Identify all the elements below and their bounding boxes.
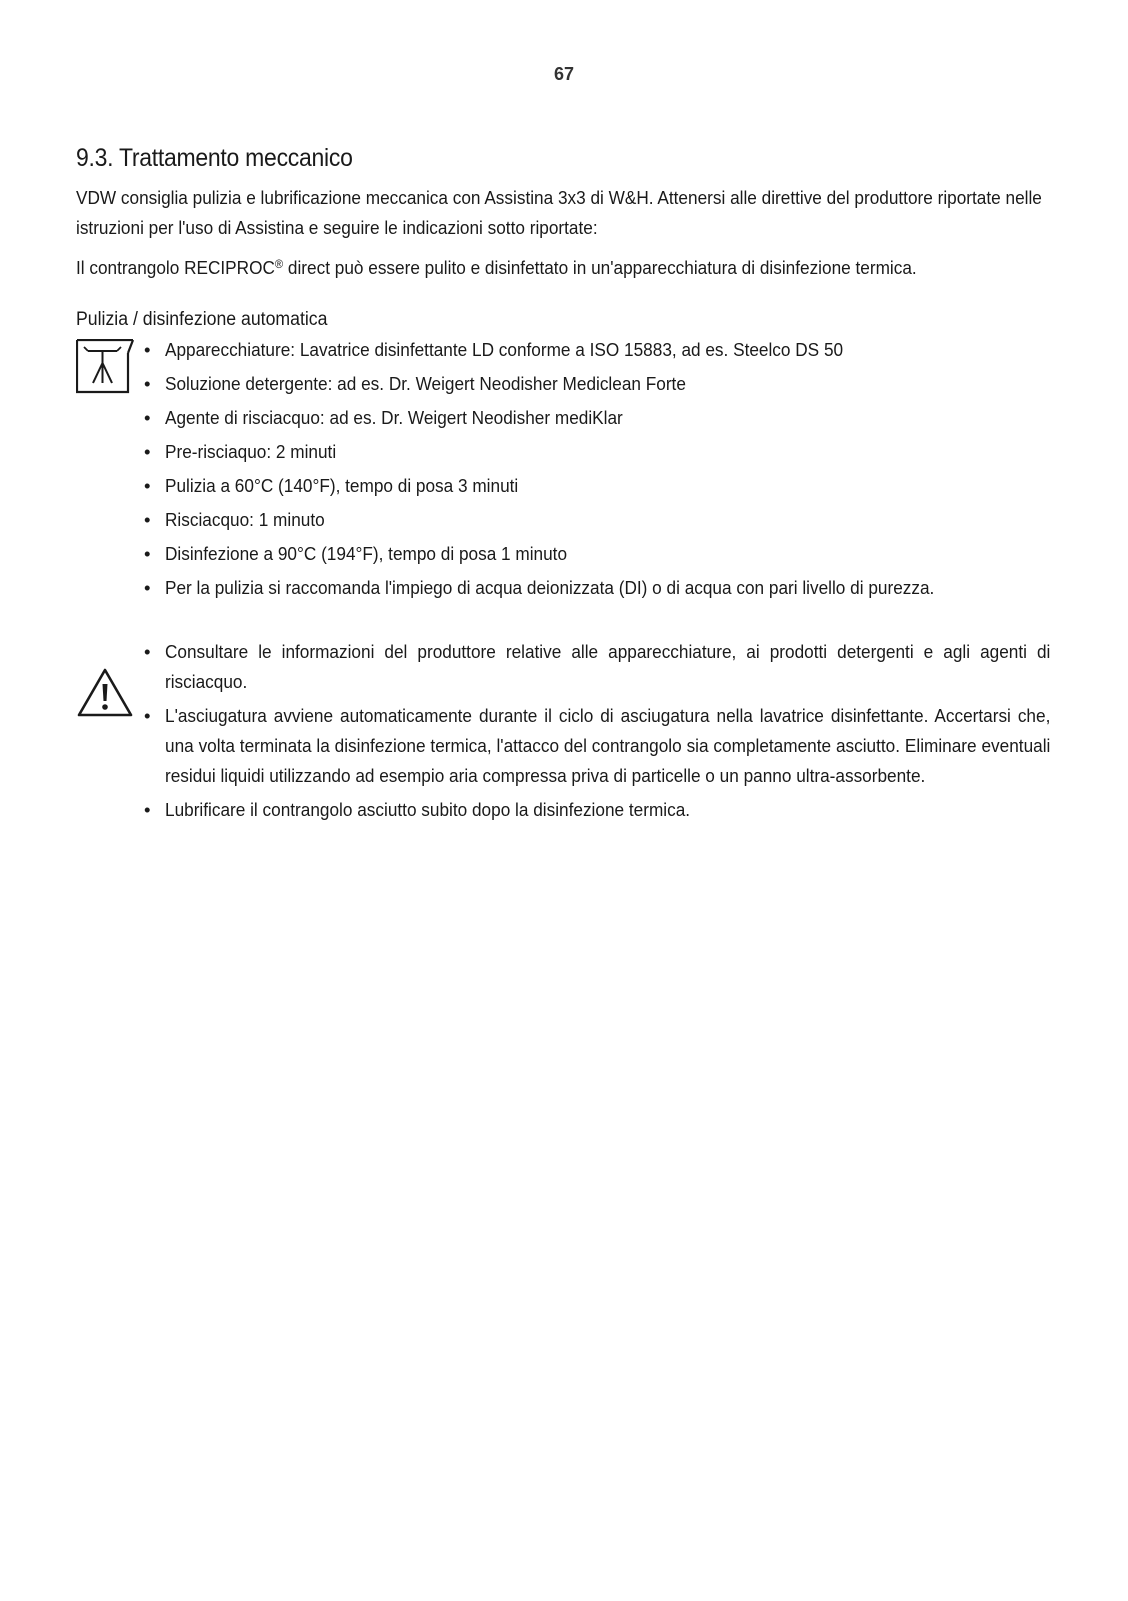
list-item: • L'asciugatura avviene automaticamente durante il ciclo di asciugatura nella lavatrice disinfettante. Accertarsi che, una volta terminata la disinfezione termica, l'attacco del contrangolo sia completamente asciutto. Eliminare eventuali residui liquidi utilizzando ad esempio aria compressa priva di particelle o un panno ultra-assorbente. xyxy=(144,701,1051,791)
list-item: • Agente di risciacquo: ad es. Dr. Weigert Neodisher mediKlar xyxy=(144,403,1051,433)
bullet-icon: • xyxy=(144,543,151,564)
thermal-disinfection-paragraph xyxy=(76,249,1051,283)
page-number: 67 xyxy=(553,64,575,84)
intro-paragraph: VDW consiglia pulizia e lubrificazione meccanica con Assistina 3x3 di W&H. Attenersi alle direttive del produttore riportate nelle istruzioni per l'uso di Assistina e seguire le indicazioni sotto riportate: xyxy=(76,187,1042,238)
list-item: • Consultare le informazioni del produttore relative alle apparecchiature, ai prodotti detergenti e agli agenti di risciacquo. xyxy=(144,637,1051,697)
bullet-icon: • xyxy=(144,509,151,530)
warnings-list xyxy=(76,637,1051,825)
bullet-icon: • xyxy=(144,641,151,662)
main-content xyxy=(76,144,1051,829)
bullet-icon: • xyxy=(144,475,151,496)
list-item: • Per la pulizia si raccomanda l'impiego di acqua deionizzata (DI) o di acqua con pari livello di purezza. xyxy=(144,573,1051,603)
automatic-cleaning-heading: Pulizia / disinfezione automatica xyxy=(76,309,328,330)
list-item: • Disinfezione a 90°C (194°F), tempo di posa 1 minuto xyxy=(144,539,1051,569)
bullet-icon: • xyxy=(144,705,151,726)
bullet-icon: • xyxy=(144,407,151,428)
list-item: • Soluzione detergente: ad es. Dr. Weigert Neodisher Mediclean Forte xyxy=(144,369,1051,399)
bullet-icon: • xyxy=(144,373,151,394)
list-item: • Apparecchiature: Lavatrice disinfettante LD conforme a ISO 15883, ad es. Steelco DS 50 xyxy=(144,335,1051,365)
warnings-block xyxy=(76,637,1051,825)
list-item: • Pulizia a 60°C (140°F), tempo di posa 3 minuti xyxy=(144,471,1051,501)
registered-mark: ® xyxy=(274,257,284,271)
automatic-cleaning-block xyxy=(76,335,1051,603)
reciproc-prefix: Il contrangolo RECIPROC xyxy=(76,257,275,278)
list-item: • Lubrificare il contrangolo asciutto subito dopo la disinfezione termica. xyxy=(144,795,1051,825)
list-item: • Pre-risciaquo: 2 minuti xyxy=(144,437,1051,467)
section-title: 9.3. Trattamento meccanico xyxy=(76,144,353,172)
bullet-icon: • xyxy=(144,339,151,360)
warning-triangle-icon xyxy=(76,667,134,719)
list-item: • Risciacquo: 1 minuto xyxy=(144,505,1051,535)
bullet-icon: • xyxy=(144,577,151,598)
reciproc-suffix: direct può essere pulito e disinfettato in un'apparecchiatura di disinfezione termica. xyxy=(283,257,917,278)
washer-disinfector-icon xyxy=(76,339,134,395)
bullet-icon: • xyxy=(144,441,151,462)
bullet-icon: • xyxy=(144,799,151,820)
automatic-cleaning-list xyxy=(76,335,1051,603)
